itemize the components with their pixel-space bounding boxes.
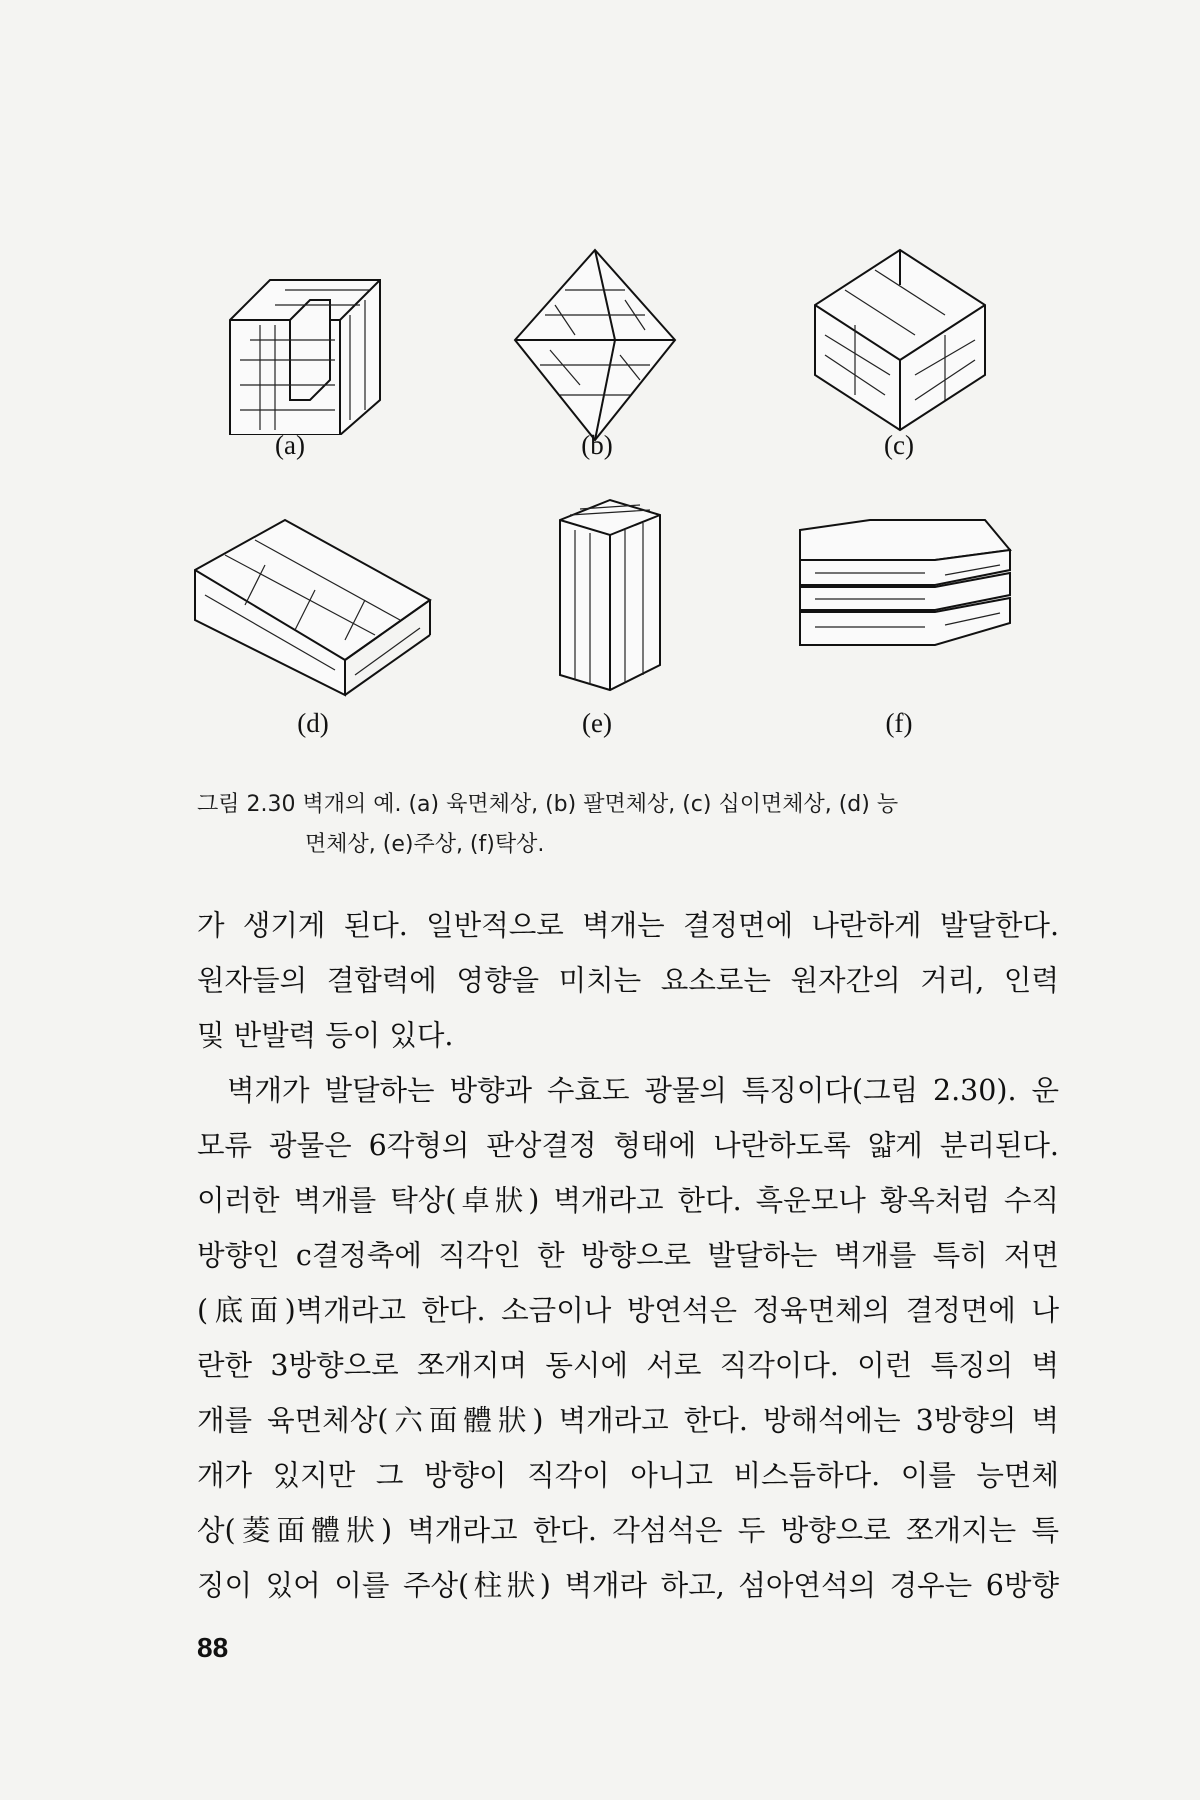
body-line: 란한 3방향으로 쪼개지며 동시에 서로 직각이다. 이런 특징의 벽 — [197, 1349, 1059, 1382]
body-line: 징이 있어 이를 주상(柱狀) 벽개라 하고, 섬아연석의 경우는 6방향 — [197, 1569, 1059, 1602]
figure-a — [210, 250, 400, 435]
body-line: 및 반발력 등이 있다. — [197, 1019, 454, 1052]
octahedral-cleavage-crystal-icon — [505, 245, 685, 445]
figure-caption — [197, 785, 1057, 865]
body-line: 개를 육면체상(六面體狀) 벽개라고 한다. 방해석에는 3방향의 벽 — [197, 1404, 1059, 1437]
figure-c-label: (c) — [884, 430, 914, 460]
figure-d — [185, 510, 435, 700]
body-line: 가 생기게 된다. 일반적으로 벽개는 결정면에 나란하게 발달한다. — [197, 909, 1059, 942]
figure-e — [555, 495, 665, 695]
body-line: 원자들의 결합력에 영향을 미치는 요소로는 원자간의 거리, 인력 — [197, 964, 1059, 997]
figure-a-label: (a) — [275, 430, 305, 460]
basal-cleavage-crystal-icon — [785, 515, 1015, 655]
caption-line-2: 면체상, (e)주상, (f)탁상. — [305, 832, 545, 857]
figure-e-label: (e) — [582, 708, 612, 738]
body-text — [197, 898, 1059, 1613]
figure-f-label: (f) — [885, 708, 913, 738]
figure-c — [805, 245, 995, 435]
body-line: 벽개가 발달하는 방향과 수효도 광물의 특징이다(그림 2.30). 운 — [227, 1074, 1059, 1107]
body-line: 이러한 벽개를 탁상(卓狀) 벽개라고 한다. 흑운모나 황옥처럼 수직 — [197, 1184, 1059, 1217]
prismatic-cleavage-crystal-icon — [555, 495, 665, 695]
figure-d-label: (d) — [297, 708, 329, 738]
page-number: 88 — [197, 1632, 229, 1663]
body-line: 개가 있지만 그 방향이 직각이 아니고 비스듬하다. 이를 능면체 — [197, 1459, 1059, 1492]
figure-cleavage-examples — [0, 0, 1200, 760]
dodecahedral-cleavage-crystal-icon — [805, 245, 995, 435]
body-line: 상(菱面體狀) 벽개라고 한다. 각섬석은 두 방향으로 쪼개지는 특 — [197, 1514, 1059, 1547]
caption-line-1: 그림 2.30 벽개의 예. (a) 육면체상, (b) 팔면체상, (c) 십이면체상, (d) 능 — [197, 792, 899, 817]
figure-b-label: (b) — [581, 430, 613, 460]
body-line: 모류 광물은 6각형의 판상결정 형태에 나란하도록 얇게 분리된다. — [197, 1129, 1059, 1162]
body-line: 방향인 c결정축에 직각인 한 방향으로 발달하는 벽개를 특히 저면 — [197, 1239, 1059, 1272]
figure-f — [785, 515, 1015, 655]
body-line: (底面)벽개라고 한다. 소금이나 방연석은 정육면체의 결정면에 나 — [197, 1294, 1059, 1327]
cubic-cleavage-crystal-icon — [210, 250, 400, 435]
figure-b — [505, 245, 685, 445]
rhombohedral-cleavage-crystal-icon — [185, 510, 435, 700]
